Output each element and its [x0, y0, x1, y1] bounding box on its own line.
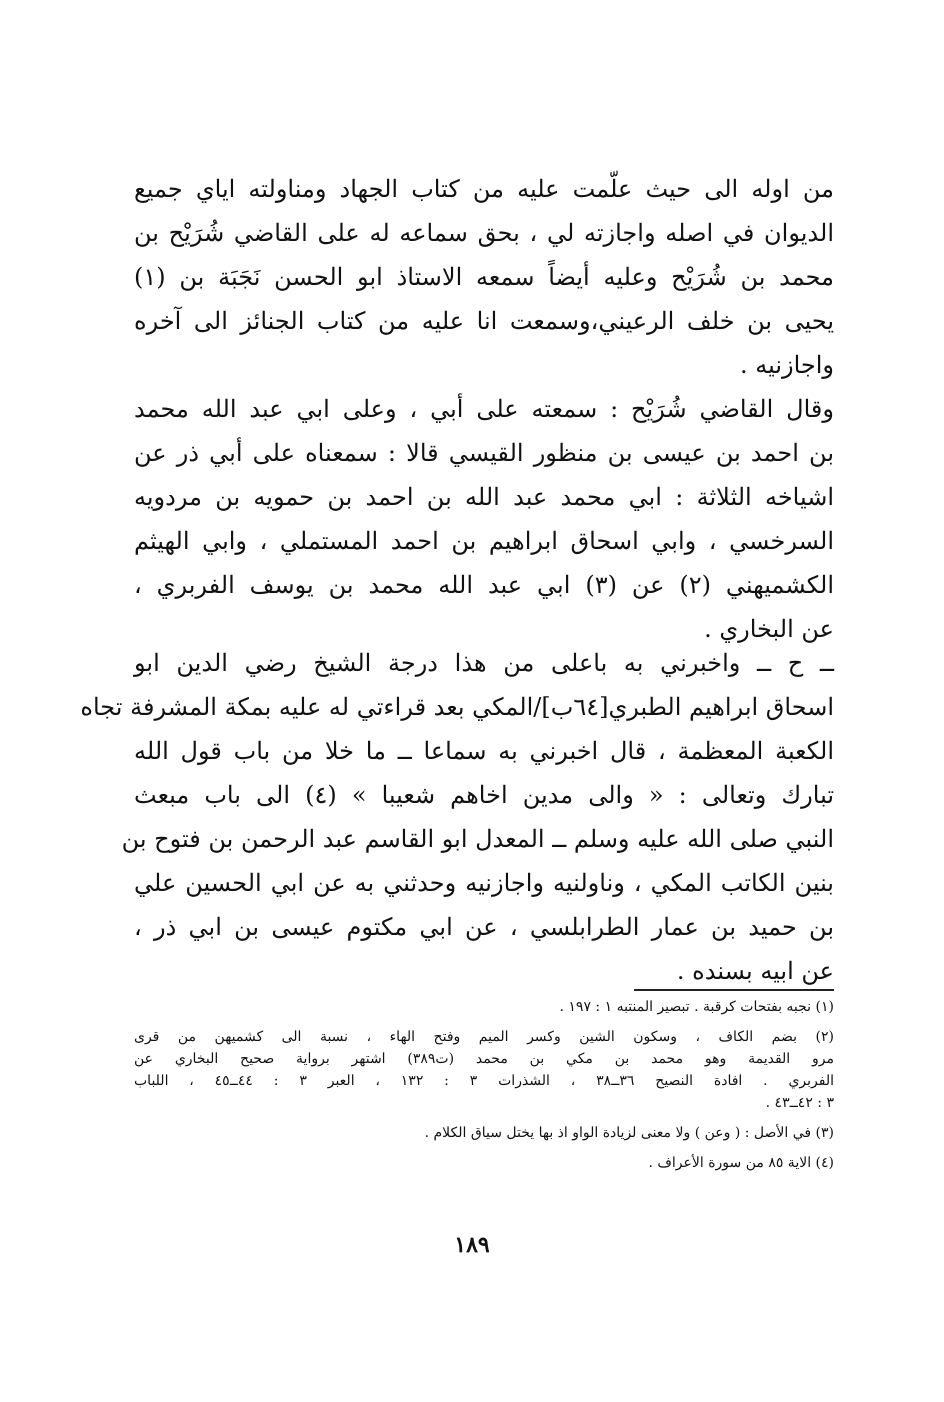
footnote-2-line: مرو القديمة وهو محمد بن مكي بن محمد (ت٣٨٩) اشتهر برواية صحيح البخاري عن	[134, 1051, 834, 1067]
text-line: من اوله الى حيث علّمت عليه من كتاب الجهاد ومناولته اياي جميع	[134, 175, 834, 203]
footnote-2-line: ٣ : ٤٢ــ٤٣ .	[765, 1095, 834, 1111]
footnote-4: (٤) الاية ٨٥ من سورة الأعراف .	[648, 1155, 834, 1171]
text-line: ــ ح ــ واخبرني به باعلى من هذا درجة الشيخ رضي الدين ابو	[134, 649, 834, 677]
text-line: بن حميد بن عمار الطرابلسي ، عن ابي مكتوم عيسى بن ابي ذر ،	[134, 913, 834, 941]
text-line: بن احمد بن عيسى بن منظور القيسي قالا : سمعناه على أبي ذر عن	[134, 439, 834, 467]
footnote-divider	[634, 989, 834, 991]
text-line: محمد بن شُرَيْح وعليه أيضاً سمعه الاستاذ ابو الحسن نَجَبَة بن (١)	[134, 263, 834, 291]
text-line: الكعبة المعظمة ، قال اخبرني به سماعا ــ ما خلا من باب قول الله	[134, 737, 834, 765]
text-line: وقال القاضي شُرَيْح : سمعته على أبي ، وعلى ابي عبد الله محمد	[134, 395, 834, 423]
text-line: واجازنيه .	[739, 351, 834, 379]
text-line: عن البخاري .	[704, 615, 834, 643]
footnote-2-line: الفربري . افادة النصيح ٣٦ــ٣٨ ، الشذرات ٣ : ١٣٢ ، العبر ٣ : ٤٤ــ٤٥ ، اللباب	[134, 1073, 834, 1089]
text-line: بنين الكاتب المكي ، وناولنيه واجازنيه وحدثني به عن ابي الحسين علي	[134, 869, 834, 897]
text-line: الديوان في اصله واجازته لي ، بحق سماعه له على القاضي شُرَيْح بن	[134, 219, 834, 247]
text-line: اسحاق ابراهيم الطبري[٦٤ب]/المكي بعد قراءتي له عليه بمكة المشرفة تجاه	[80, 693, 834, 721]
footnote-2-line: (٢) بضم الكاف ، وسكون الشين وكسر الميم وفتح الهاء ، نسبة الى كشميهن من قرى	[134, 1029, 834, 1045]
page-number: ١٨٩	[454, 1232, 490, 1258]
text-line: الكشميهني (٢) عن (٣) ابي عبد الله محمد بن يوسف الفربري ،	[134, 571, 834, 599]
text-line: عن ابيه بسنده .	[676, 957, 834, 985]
footnote-3: (٣) في الأصل : ( وعن ) ولا معنى لزيادة الواو اذ بها يختل سياق الكلام .	[424, 1125, 834, 1141]
text-line: النبي صلى الله عليه وسلم ــ المعدل ابو القاسم عبد الرحمن بن فتوح بن	[121, 825, 834, 853]
paragraph-3	[80, 641, 835, 993]
text-line: اشياخه الثلاثة : ابي محمد عبد الله بن احمد بن حمويه بن مردويه	[134, 483, 834, 511]
footnote-1: (١) نجبه بفتحات كرقبة . تبصير المنتبه ١ : ١٩٧ .	[559, 999, 834, 1015]
text-line: تبارك وتعالى : « والى مدين اخاهم شعيبا » (٤) الى باب مبعث	[134, 781, 835, 809]
footnotes	[134, 996, 834, 1174]
text-line: يحيى بن خلف الرعيني،وسمعت انا عليه من كتاب الجنائز الى آخره	[134, 307, 834, 335]
paragraph-2	[134, 387, 834, 651]
text-line: السرخسي ، وابي اسحاق ابراهيم بن احمد المستملي ، وابي الهيثم	[134, 527, 834, 555]
paragraph-1	[134, 167, 834, 387]
